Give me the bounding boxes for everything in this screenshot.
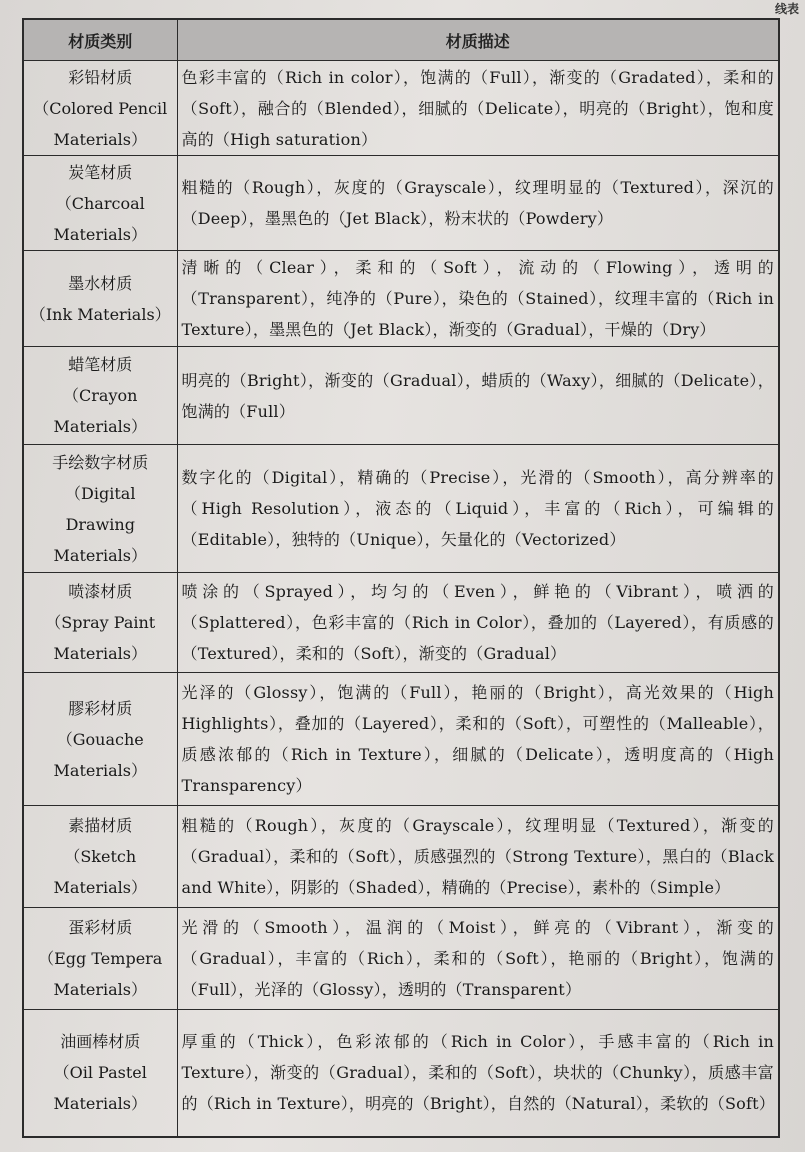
description-cell: 粗糙的（Rough），灰度的（Grayscale），纹理明显（Textured），渐变的（Gradual），柔和的（Soft），质感强烈的（Strong Texture），黑白的（Black and White），阴影的（Shaded），精确的（Precise），素朴的（Simple） — [177, 806, 779, 908]
category-cell: 彩铅材质 （Colored Pencil Materials） — [23, 61, 177, 156]
description-cell: 粗糙的（Rough），灰度的（Grayscale），纹理明显的（Textured），深沉的（Deep），墨黑色的（Jet Black），粉末状的（Powdery） — [177, 156, 779, 251]
table-row — [23, 673, 779, 806]
table-row — [23, 908, 779, 1010]
category-cell: 喷漆材质 （Spray Paint Materials） — [23, 573, 177, 673]
table-row — [23, 806, 779, 908]
category-cell: 素描材质 （Sketch Materials） — [23, 806, 177, 908]
table-row — [23, 61, 779, 156]
description-cell: 数字化的（Digital），精确的（Precise），光滑的（Smooth），高分辨率的（High Resolution），液态的（Liquid），丰富的（Rich），可编辑的（Editable），独特的（Unique），矢量化的（Vectorized） — [177, 445, 779, 573]
table-row — [23, 573, 779, 673]
category-cell: 蛋彩材质 （Egg Tempera Materials） — [23, 908, 177, 1010]
description-cell: 光滑的（Smooth），温润的（Moist），鲜亮的（Vibrant），渐变的（Gradual），丰富的（Rich），柔和的（Soft），艳丽的（Bright），饱满的（Full），光泽的（Glossy），透明的（Transparent） — [177, 908, 779, 1010]
header-category: 材质类别 — [23, 19, 177, 61]
table-row — [23, 156, 779, 251]
table-header-row — [23, 19, 779, 61]
category-cell: 膠彩材质 （Gouache Materials） — [23, 673, 177, 806]
category-cell: 手绘数字材质 （Digital Drawing Materials） — [23, 445, 177, 573]
materials-table — [22, 18, 780, 1138]
header-description: 材质描述 — [177, 19, 779, 61]
table-row — [23, 347, 779, 445]
category-cell: 油画棒材质 （Oil Pastel Materials） — [23, 1010, 177, 1137]
category-cell: 墨水材质 （Ink Materials） — [23, 251, 177, 347]
description-cell: 色彩丰富的（Rich in color），饱满的（Full），渐变的（Gradated），柔和的（Soft），融合的（Blended），细腻的（Delicate），明亮的（Bright），饱和度高的（High saturation） — [177, 61, 779, 156]
corner-mark: 线表 — [774, 2, 799, 16]
category-cell: 蜡笔材质 （Crayon Materials） — [23, 347, 177, 445]
description-cell: 喷涂的（Sprayed），均匀的（Even），鲜艳的（Vibrant），喷洒的（Splattered），色彩丰富的（Rich in Color），叠加的（Layered），有质感的（Textured），柔和的（Soft），渐变的（Gradual） — [177, 573, 779, 673]
table-row — [23, 445, 779, 573]
category-cell: 炭笔材质 （Charcoal Materials） — [23, 156, 177, 251]
description-cell: 明亮的（Bright），渐变的（Gradual），蜡质的（Waxy），细腻的（Delicate），饱满的（Full） — [177, 347, 779, 445]
description-cell: 清晰的（Clear），柔和的（Soft），流动的（Flowing），透明的（Transparent），纯净的（Pure），染色的（Stained），纹理丰富的（Rich in Texture），墨黑色的（Jet Black），渐变的（Gradual），干燥的（Dry） — [177, 251, 779, 347]
table-row — [23, 1010, 779, 1137]
description-cell: 光泽的（Glossy），饱满的（Full），艳丽的（Bright），高光效果的（High Highlights），叠加的（Layered），柔和的（Soft），可塑性的（Malleable），质感浓郁的（Rich in Texture），细腻的（Delicate），透明度高的（High Transparency） — [177, 673, 779, 806]
table-row — [23, 251, 779, 347]
description-cell: 厚重的（Thick），色彩浓郁的（Rich in Color），手感丰富的（Rich in Texture），渐变的（Gradual），柔和的（Soft），块状的（Chunky），质感丰富的（Rich in Texture），明亮的（Bright），自然的（Natural），柔软的（Soft） — [177, 1010, 779, 1137]
